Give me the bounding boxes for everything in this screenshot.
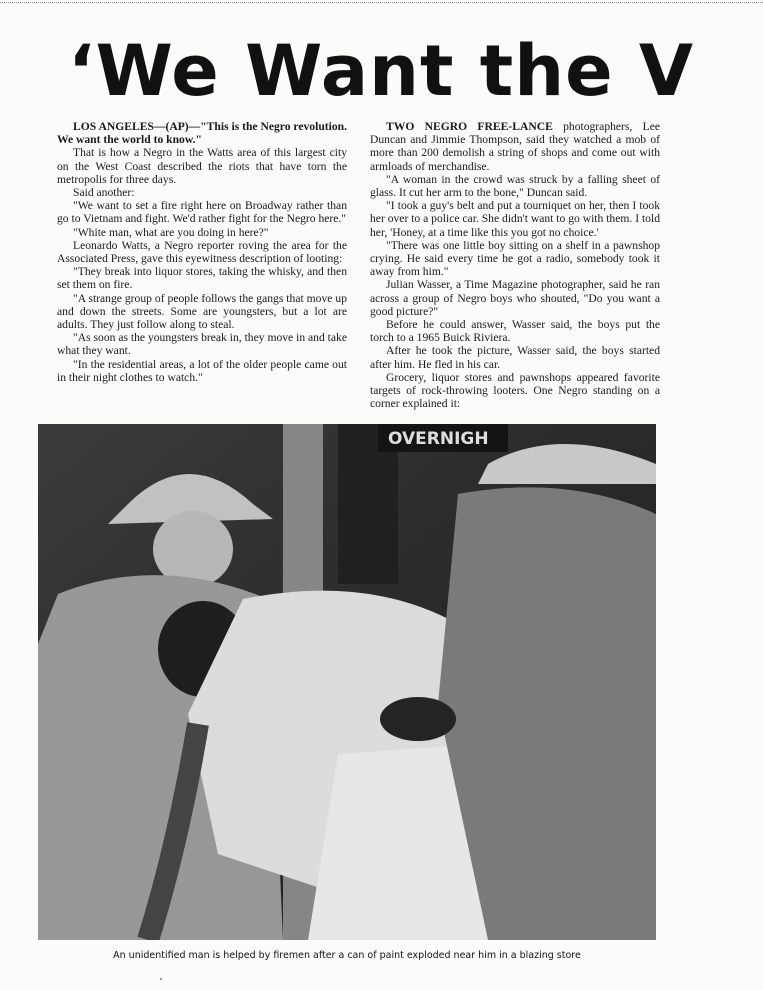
photo-grain: [38, 424, 656, 940]
paragraph-text: "A strange group of people follows the gangs that move up and down the streets. Some are youngsters, but a lot are adults. They just follow along to steal.: [57, 291, 347, 332]
paragraph-text: Grocery, liquor stores and pawnshops appeared favorite targets of rock-throwing looters. One Negro standing on a corner explained it:: [370, 370, 660, 411]
paragraph-text: "There was one little boy sitting on a shelf in a pawnshop crying. He said every time he got a radio, somebody took it away from him.": [370, 238, 660, 279]
paragraph: [57, 265, 347, 291]
paragraph-text: "As soon as the youngsters break in, they move in and take what they want.: [57, 331, 347, 358]
top-dotted-rule: [0, 2, 763, 3]
paragraph: [57, 331, 347, 357]
paragraph: [57, 120, 347, 146]
page-speck: [160, 978, 162, 980]
paragraph: [370, 278, 660, 318]
paragraph-lead: LOS ANGELES—(AP)—"This is the Negro revolution. We want the world to know.": [57, 120, 347, 147]
headline: ‘We Want the V: [68, 30, 695, 112]
paragraph-text: "White man, what are you doing in here?": [73, 225, 269, 239]
photo-caption: An unidentified man is helped by firemen after a can of paint exploded near him in a blazing store: [113, 950, 581, 961]
paragraph-text: "They break into liquor stores, taking the whisky, and then set them on fire.: [57, 265, 347, 292]
left-article-column: [57, 120, 347, 384]
paragraph: [57, 226, 347, 239]
paragraph-text: "I took a guy's belt and put a tourniquet on her, then I took her over to a police car. She didn't want to go with them. I told her, 'Honey, at a time like this you got no choice.': [370, 199, 660, 239]
paragraph-text: Julian Wasser, a Time Magazine photographer, said he ran across a group of Negro boys who shouted, "Do you want a good picture?": [370, 278, 660, 318]
paragraph: [370, 318, 660, 344]
paragraph-text: photographers, Lee Duncan and Jimmie Thompson, said they watched a mob of more than 200 demolish a string of shops and come out with armloads of merchandise.: [370, 120, 660, 173]
paragraph: [57, 146, 347, 186]
paragraph: [57, 292, 347, 332]
paragraph: [370, 344, 660, 370]
right-article-column: [370, 120, 660, 410]
paragraph: [370, 239, 660, 279]
paragraph: [57, 199, 347, 225]
paragraph-text: "We want to set a fire right here on Broadway rather than go to Vietnam and fight. We'd rather fight for the Negro here.": [57, 199, 347, 226]
paragraph: [370, 173, 660, 199]
paragraph: [370, 120, 660, 173]
news-photo: [38, 424, 656, 940]
paragraph-lead: TWO NEGRO FREE-LANCE: [386, 120, 553, 133]
paragraph-text: Said another:: [73, 186, 135, 200]
paragraph: [57, 186, 347, 199]
paragraph-text: Leonardo Watts, a Negro reporter roving the area for the Associated Press, gave this eyewitness description of looting:: [57, 238, 347, 266]
paragraph: [57, 358, 347, 384]
paragraph-text: That is how a Negro in the Watts area of this largest city on the West Coast described the riots that have torn the metropolis for three days.: [57, 146, 347, 186]
paragraph-text: After he took the picture, Wasser said, the boys started after him. He fled in his car.: [370, 344, 660, 371]
paragraph: [370, 371, 660, 411]
store-sign-text: OVERNIGH: [388, 429, 489, 449]
paragraph-text: Before he could answer, Wasser said, the boys put the torch to a 1965 Buick Riviera.: [370, 318, 660, 345]
paragraph: [370, 199, 660, 239]
paragraph: [57, 239, 347, 265]
paragraph-text: "In the residential areas, a lot of the older people came out in their night clothes to watch.": [57, 357, 347, 384]
photo-illustration: [38, 424, 656, 940]
paragraph-text: "A woman in the crowd was struck by a falling sheet of glass. It cut her arm to the bone," Duncan said.: [370, 172, 660, 200]
